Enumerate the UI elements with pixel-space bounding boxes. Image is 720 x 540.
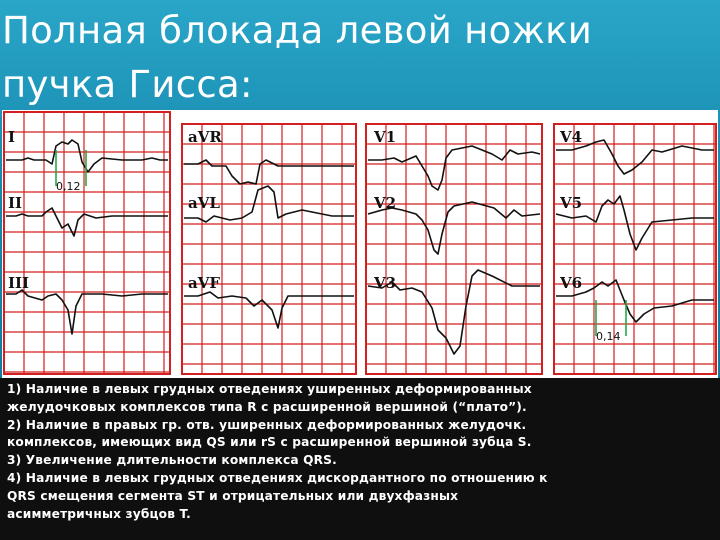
qrs-duration-label-v6: 0,14 <box>596 330 621 343</box>
ecg-figure <box>2 110 718 378</box>
criteria-line: 2) Наличие в правых гр. отв. уширенных деформированных желудочк. <box>7 417 527 432</box>
lead-label-v6: V6 <box>560 274 583 292</box>
lead-label-v4: V4 <box>560 128 583 146</box>
criteria-line: 4) Наличие в левых грудных отведениях дискордантного по отношению к <box>7 470 548 485</box>
lead-label-avr: aVR <box>188 128 222 146</box>
criteria-list <box>7 381 713 523</box>
lead-label-iii: III <box>8 274 30 292</box>
slide-title: Полная блокада левой ножки пучка Гисса: <box>2 9 593 106</box>
lead-label-avl: aVL <box>188 194 220 212</box>
criteria-line: комплексов, имеющих вид QS или rS с расширенной вершиной зубца S. <box>7 435 532 450</box>
ecg-grid-panel-1 <box>4 112 170 374</box>
lead-label-v5: V5 <box>560 194 583 212</box>
lead-label-v1: V1 <box>374 128 397 146</box>
ecg-svg <box>2 110 718 378</box>
ecg-grid-panel-3 <box>366 124 542 374</box>
qrs-duration-label-i: 0,12 <box>56 180 81 193</box>
criteria-line: асимметричных зубцов T. <box>7 506 191 521</box>
criteria-line: 1) Наличие в левых грудных отведениях уширенных деформированных <box>7 382 532 396</box>
criteria-line: желудочковых комплексов типа R с расширенной вершиной (“плато”). <box>7 399 527 414</box>
lead-label-ii: II <box>8 194 23 212</box>
lead-label-v2: V2 <box>374 194 397 212</box>
lead-label-i: I <box>8 128 16 146</box>
lead-label-avf: aVF <box>188 274 221 292</box>
criteria-line: 3) Увеличение длительности комплекса QRS. <box>7 453 337 468</box>
criteria-line: QRS смещения сегмента ST и отрицательных или двухфазных <box>7 488 459 503</box>
lead-label-v3: V3 <box>374 274 397 292</box>
criteria-box <box>0 378 720 540</box>
